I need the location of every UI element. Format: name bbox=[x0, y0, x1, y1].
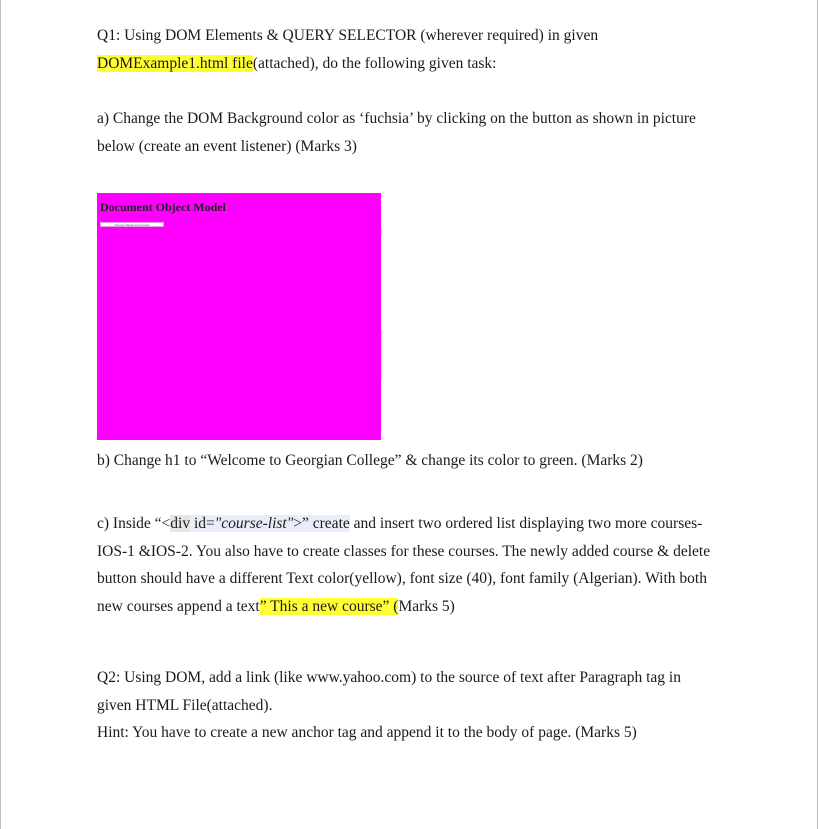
task-c-line-1-rest: and insert two ordered list displaying two more courses- bbox=[349, 515, 703, 532]
code-id: id= bbox=[190, 515, 215, 532]
task-c-line-4-pre: new courses append a text bbox=[97, 598, 260, 615]
q2-hint: Hint: You have to create a new anchor tag and append it to the body of page. (Marks 5) bbox=[97, 724, 637, 741]
code-close: >” bbox=[293, 515, 309, 532]
code-div: div bbox=[170, 515, 191, 532]
task-a-line-1: a) Change the DOM Background color as ‘fuchsia’ by clicking on the button as shown in picture bbox=[97, 110, 696, 127]
q2-line-2: given HTML File(attached). bbox=[97, 697, 273, 714]
figure-edge-mark bbox=[381, 330, 383, 380]
task-c-line-3: button should have a different Text color(yellow), font size (40), font family (Algerian). With both bbox=[97, 570, 707, 587]
code-create: create bbox=[308, 515, 350, 532]
new-course-highlight: ” This a new course” ( bbox=[259, 598, 399, 615]
q2-line-1: Q2: Using DOM, add a link (like www.yahoo.com) to the source of text after Paragraph tag in bbox=[97, 669, 681, 686]
task-a-line-2: below (create an event listener) (Marks 3) bbox=[97, 138, 357, 155]
figure-edge-mark bbox=[381, 228, 383, 236]
q1-line-1: Q1: Using DOM Elements & QUERY SELECTOR (wherever required) in given bbox=[97, 27, 599, 44]
q1-line-2 bbox=[97, 54, 496, 74]
task-b-line-1: b) Change h1 to “Welcome to Georgian College” & change its color to green. (Marks 2) bbox=[97, 452, 643, 469]
q1-line-2-rest: (attached), do the following given task: bbox=[252, 55, 497, 72]
page-border-left bbox=[0, 0, 1, 829]
task-c-line-4-rest: Marks 5) bbox=[398, 598, 455, 615]
dom-example-screenshot bbox=[97, 193, 381, 440]
task-c-intro: c) Inside “< bbox=[97, 515, 171, 532]
filename-highlight: DOMExample1.html file bbox=[97, 55, 253, 72]
task-c-line-4 bbox=[97, 597, 455, 617]
task-c-line-2: IOS-1 &IOS-2. You also have to create classes for these courses. The newly added course & delete bbox=[97, 543, 711, 560]
figure-heading: Document Object Model bbox=[100, 200, 226, 214]
code-id-value: "course-list" bbox=[214, 515, 294, 532]
task-c-line-1 bbox=[97, 514, 702, 534]
change-background-button: Change Background Color bbox=[100, 222, 164, 227]
